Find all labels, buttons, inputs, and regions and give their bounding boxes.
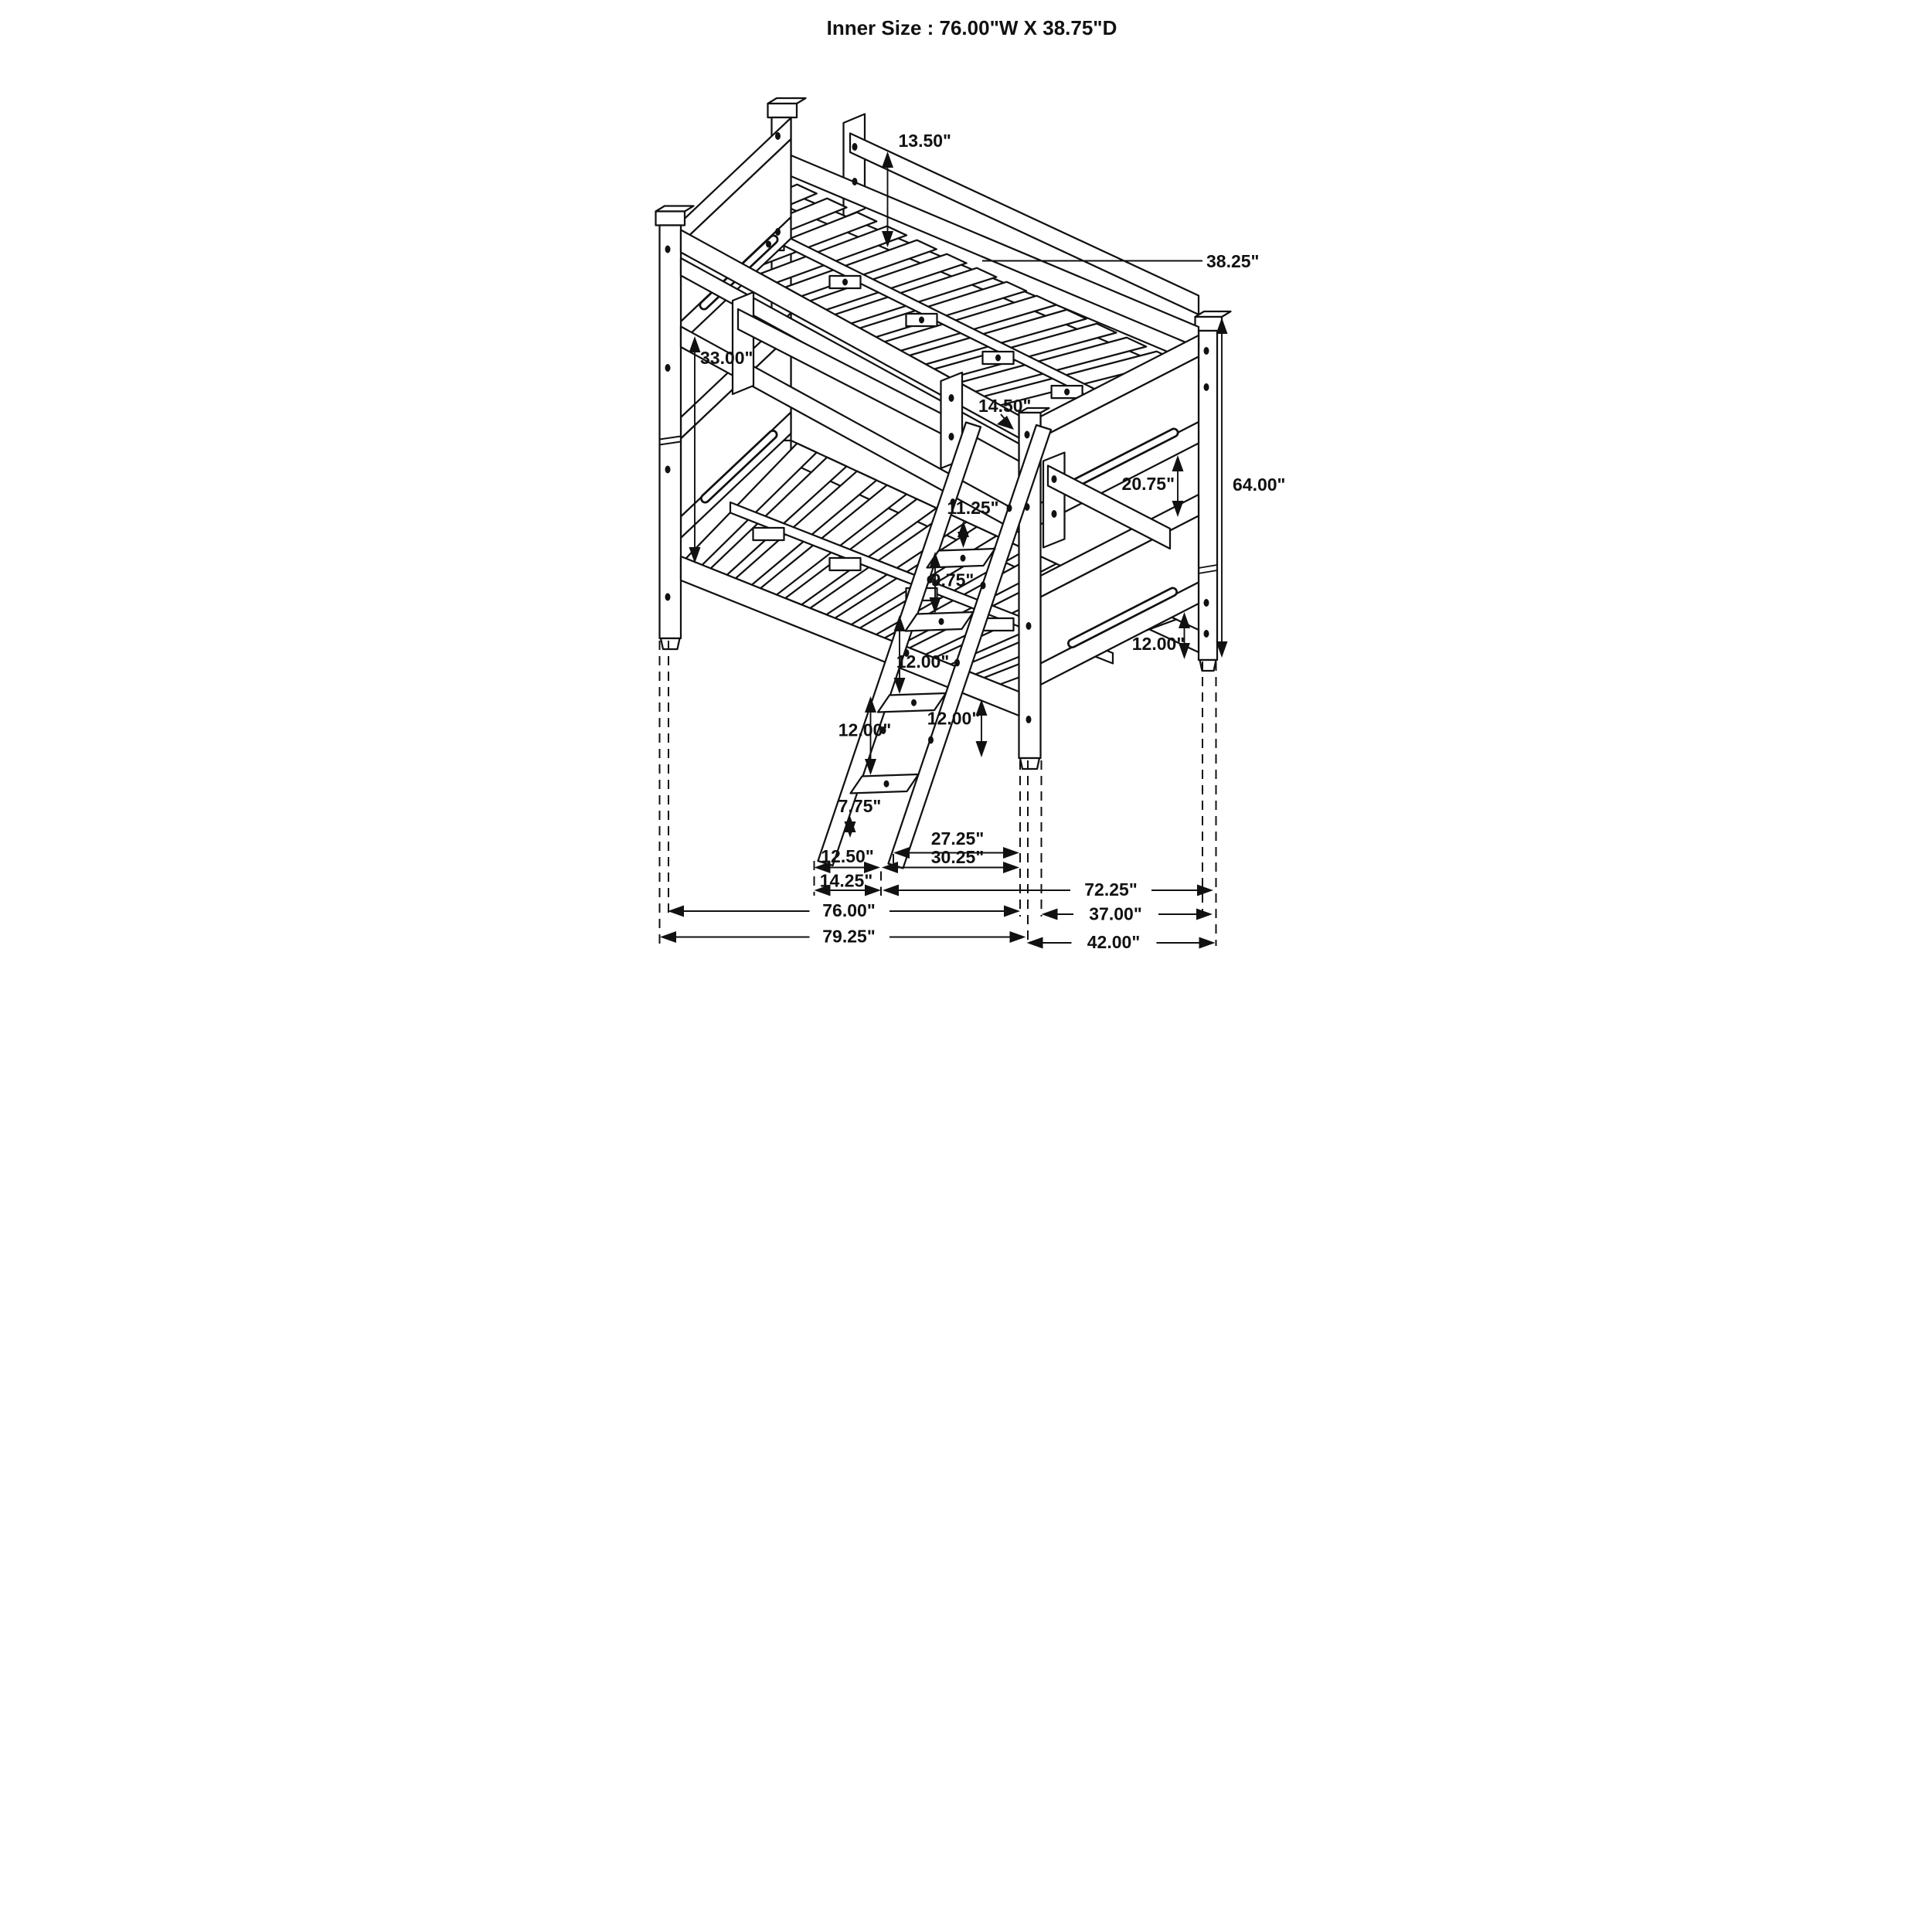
page-title: Inner Size : 76.00"W X 38.75"D [826, 16, 1117, 39]
dim-guard-rail-label: 14.50" [978, 396, 1032, 416]
bolt-hole [1204, 383, 1209, 391]
bolt-hole [665, 466, 671, 474]
bolt-hole [884, 781, 889, 787]
dim-overall-depth-label: 42.00" [1087, 932, 1141, 952]
bolt-hole [852, 178, 858, 185]
dim-bed-depth-label: 37.00" [1089, 903, 1142, 924]
bolt-hole [1064, 389, 1070, 396]
dim-bunk-clearance-label: 20.75" [1121, 474, 1175, 494]
bolt-hole [919, 317, 924, 324]
bolt-hole [852, 143, 858, 151]
projection-lines [660, 641, 1216, 946]
dim-inner-width-label: 72.25" [1084, 879, 1138, 900]
dim-ladder-second-label: 9.75" [930, 570, 975, 590]
bolt-hole [665, 594, 671, 601]
bolt-hole [928, 736, 934, 744]
bolt-hole [1025, 431, 1030, 439]
rear-right-post [1199, 331, 1217, 660]
bolt-hole [981, 582, 986, 590]
dim-overall-width-label: 79.25" [822, 926, 876, 947]
guard-cap [733, 292, 753, 394]
bolt-hole [1026, 716, 1032, 723]
bolt-hole [995, 355, 1001, 362]
dim-post-leg-label: 12.00" [1131, 634, 1185, 654]
arrowhead [1172, 455, 1184, 471]
post-foot [1020, 758, 1039, 769]
arrowhead [1003, 847, 1019, 859]
dim-rail-floor-label: 12.00" [927, 708, 981, 729]
dim-ladder-base-label: 12.50" [821, 846, 874, 866]
bolt-hole [1007, 505, 1012, 512]
bolt-hole [1026, 622, 1032, 630]
diagram-canvas [483, 0, 1449, 966]
arrowhead [1010, 931, 1026, 943]
post-cap [768, 104, 798, 117]
dim-ladder-reach-label: 27.25" [930, 828, 985, 849]
bolt-hole [911, 699, 917, 706]
bolt-hole [1204, 630, 1209, 638]
arrowhead [883, 885, 899, 896]
bolt-hole [665, 364, 671, 372]
arrowhead [1197, 885, 1213, 896]
bolt-hole [961, 555, 966, 562]
slat-support-block [753, 528, 784, 540]
bolt-hole [775, 228, 781, 236]
arrowhead [1004, 906, 1020, 917]
arrowhead [660, 931, 676, 943]
dim-rail-top-label: 13.50" [898, 131, 951, 151]
dim-ladder-fourth-label: 12.00" [838, 719, 892, 740]
arrowhead [1196, 909, 1213, 920]
bolt-hole [766, 241, 771, 248]
bolt-hole [775, 132, 781, 140]
bolt-hole [1204, 347, 1209, 355]
post-cap [656, 212, 685, 226]
dim-ladder-bottom-label: 7.75" [838, 796, 882, 816]
bolt-hole [939, 618, 944, 625]
arrowhead [1179, 612, 1190, 628]
bolt-hole [842, 279, 848, 286]
bolt-hole [1052, 475, 1057, 483]
guard-cap [1043, 453, 1065, 548]
slat-support-block [830, 558, 861, 570]
arrowhead [976, 741, 988, 757]
bolt-hole [1052, 510, 1057, 518]
dim-ladder-span-label: 30.25" [930, 847, 985, 867]
arrowhead [668, 906, 684, 917]
arrowhead [1003, 862, 1019, 873]
bolt-hole [665, 246, 671, 253]
dim-overall-height-label: 64.00" [1233, 474, 1286, 495]
dim-base-overall-label: 14.25" [819, 870, 873, 891]
bolt-hole [1025, 503, 1030, 511]
post-foot [661, 638, 680, 649]
front-left-post [660, 226, 682, 639]
arrowhead [1042, 909, 1058, 920]
bolt-hole [1204, 599, 1209, 607]
dim-bed-width-label: 76.00" [822, 900, 876, 920]
dim-slat-length-label: 38.25" [1206, 251, 1260, 271]
bolt-hole [949, 394, 954, 402]
dim-ladder-top-label: 11.25" [947, 498, 999, 518]
dim-left-opening-label: 33.00" [700, 348, 753, 368]
bolt-hole [949, 433, 954, 440]
bunk-bed-dimension-diagram [483, 0, 1449, 966]
arrowhead [1199, 937, 1216, 949]
arrowhead [894, 678, 906, 694]
dim-ladder-third-label: 12.00" [896, 651, 950, 672]
arrowhead [1027, 937, 1043, 949]
bolt-hole [954, 659, 960, 667]
